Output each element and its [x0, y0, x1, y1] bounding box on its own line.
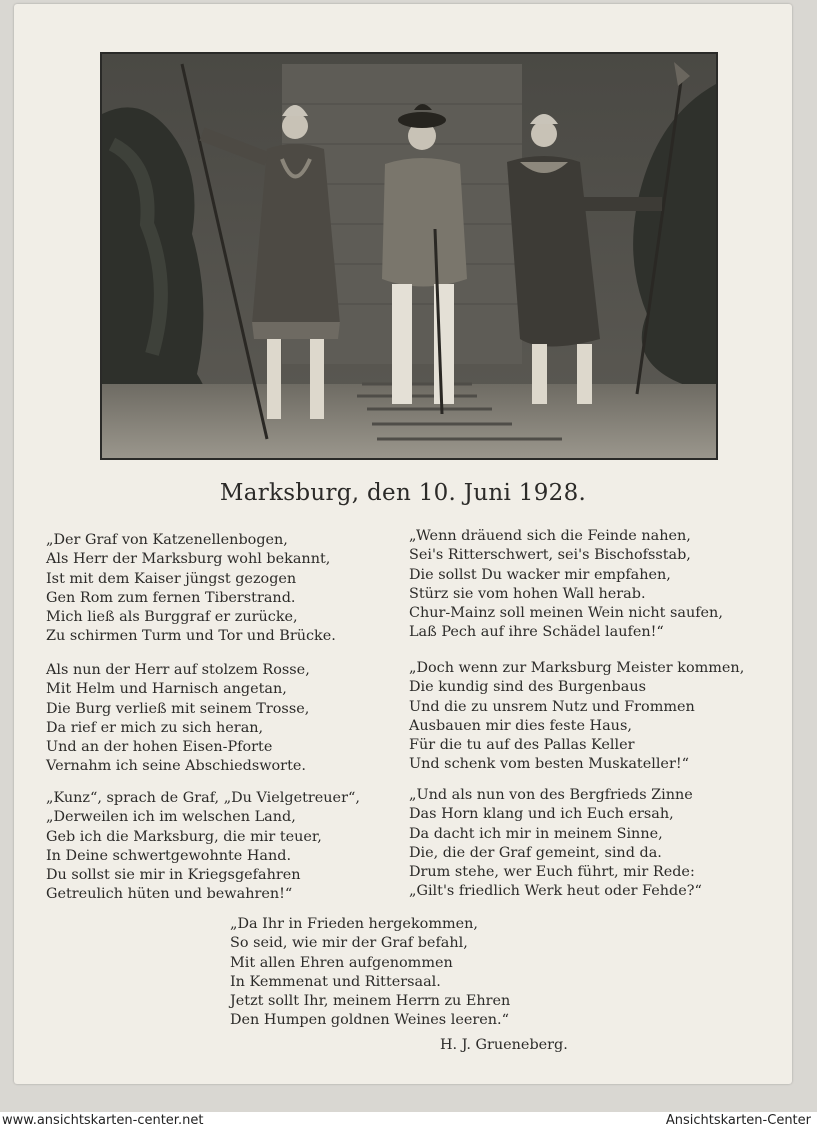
verse-line: „Doch wenn zur Marksburg Meister kommen, — [409, 660, 745, 676]
page-title: Marksburg, den 10. Juni 1928. — [219, 480, 587, 506]
verse-line: Ist mit dem Kaiser jüngst gezogen — [46, 570, 297, 587]
photo-three-costumed-men — [100, 52, 718, 460]
verse-line: Mit Helm und Harnisch angetan, — [46, 681, 287, 698]
verse-line: Gen Rom zum fernen Tiberstrand. — [46, 589, 296, 606]
verse-line: „Gilt's friedlich Werk heut oder Fehde?“ — [409, 883, 702, 900]
postcard — [14, 4, 792, 1084]
verse-line: Die sollst Du wacker mir empfahen, — [409, 566, 671, 583]
verse-line: „Derweilen ich im welschen Land, — [46, 809, 296, 826]
verse-line: Den Humpen goldnen Weines leeren.“ — [230, 1012, 509, 1029]
stanza-6 — [409, 786, 702, 902]
verse-line: In Kemmenat und Rittersaal. — [230, 973, 441, 990]
verse-line: So seid, wie mir der Graf befahl, — [230, 935, 468, 952]
verse-line: Chur-Mainz soll meinen Wein nicht saufen, — [409, 605, 723, 622]
photo-illustration — [102, 54, 716, 458]
verse-line: Für die tu auf des Pallas Keller — [409, 737, 635, 754]
verse-line: Sei's Ritterschwert, sei's Bischofsstab, — [409, 547, 691, 564]
verse-line: Das Horn klang und ich Euch ersah, — [409, 806, 674, 823]
verse-line: Als Herr der Marksburg wohl bekannt, — [46, 551, 331, 568]
verse-line: Ausbauen mir dies feste Haus, — [409, 717, 632, 734]
verse-line: „Da Ihr in Frieden hergekommen, — [230, 916, 478, 932]
verse-line: Laß Pech auf ihre Schädel laufen!“ — [409, 624, 664, 641]
verse-line: Da rief er mich zu sich heran, — [46, 719, 264, 736]
stanza-1 — [46, 531, 336, 647]
verse-line: Und die zu unsrem Nutz und Frommen — [409, 698, 695, 715]
verse-line: Jetzt sollt Ihr, meinem Herrn zu Ehren — [230, 993, 511, 1010]
author-signature: H. J. Grueneberg. — [440, 1037, 568, 1053]
verse-line: „Der Graf von Katzenellenbogen, — [46, 532, 288, 548]
watermark-url: www.ansichtskarten-center.net — [2, 1113, 204, 1128]
verse-line: „Kunz“, sprach de Graf, „Du Vielgetreuer“, — [46, 790, 360, 806]
verse-line: Zu schirmen Turm und Tor und Brücke. — [46, 628, 336, 645]
watermark-brand: Ansichtskarten-Center — [665, 1113, 811, 1128]
verse-line: „Und als nun von des Bergfrieds Zinne — [409, 787, 693, 803]
verse-line: Als nun der Herr auf stolzem Rosse, — [46, 662, 310, 678]
verse-line: Mich ließ als Burggraf er zurücke, — [46, 609, 298, 626]
verse-line: Drum stehe, wer Euch führt, mir Rede: — [409, 864, 695, 881]
verse-line: Und schenk vom besten Muskateller!“ — [409, 756, 689, 773]
verse-line: Getreulich hüten und bewahren!“ — [46, 886, 293, 903]
watermark-strip — [0, 1112, 817, 1131]
verse-line: Die, die der Graf gemeint, sind da. — [409, 844, 662, 861]
verse-line: In Deine schwertgewohnte Hand. — [46, 847, 292, 864]
stanza-4 — [409, 659, 744, 775]
stanza-2 — [409, 527, 723, 643]
verse-line: Stürz sie vom hohen Wall herab. — [409, 585, 646, 602]
verse-line: Mit allen Ehren aufgenommen — [230, 954, 453, 971]
verse-line: Vernahm ich seine Abschiedsworte. — [46, 758, 306, 775]
verse-line: „Wenn dräuend sich die Feinde nahen, — [409, 528, 691, 544]
verse-line: Die Burg verließ mit seinem Trosse, — [46, 700, 310, 717]
verse-line: Und an der hohen Eisen-Pforte — [46, 739, 273, 756]
verse-line: Geb ich die Marksburg, die mir teuer, — [46, 828, 322, 845]
verse-line: Die kundig sind des Burgenbaus — [409, 679, 646, 696]
stanza-3 — [46, 661, 310, 777]
stanza-5 — [46, 789, 360, 905]
verse-line: Da dacht ich mir in meinem Sinne, — [409, 825, 663, 842]
verse-line: Du sollst sie mir in Kriegsgefahren — [46, 867, 301, 884]
stanza-7 — [230, 915, 510, 1031]
